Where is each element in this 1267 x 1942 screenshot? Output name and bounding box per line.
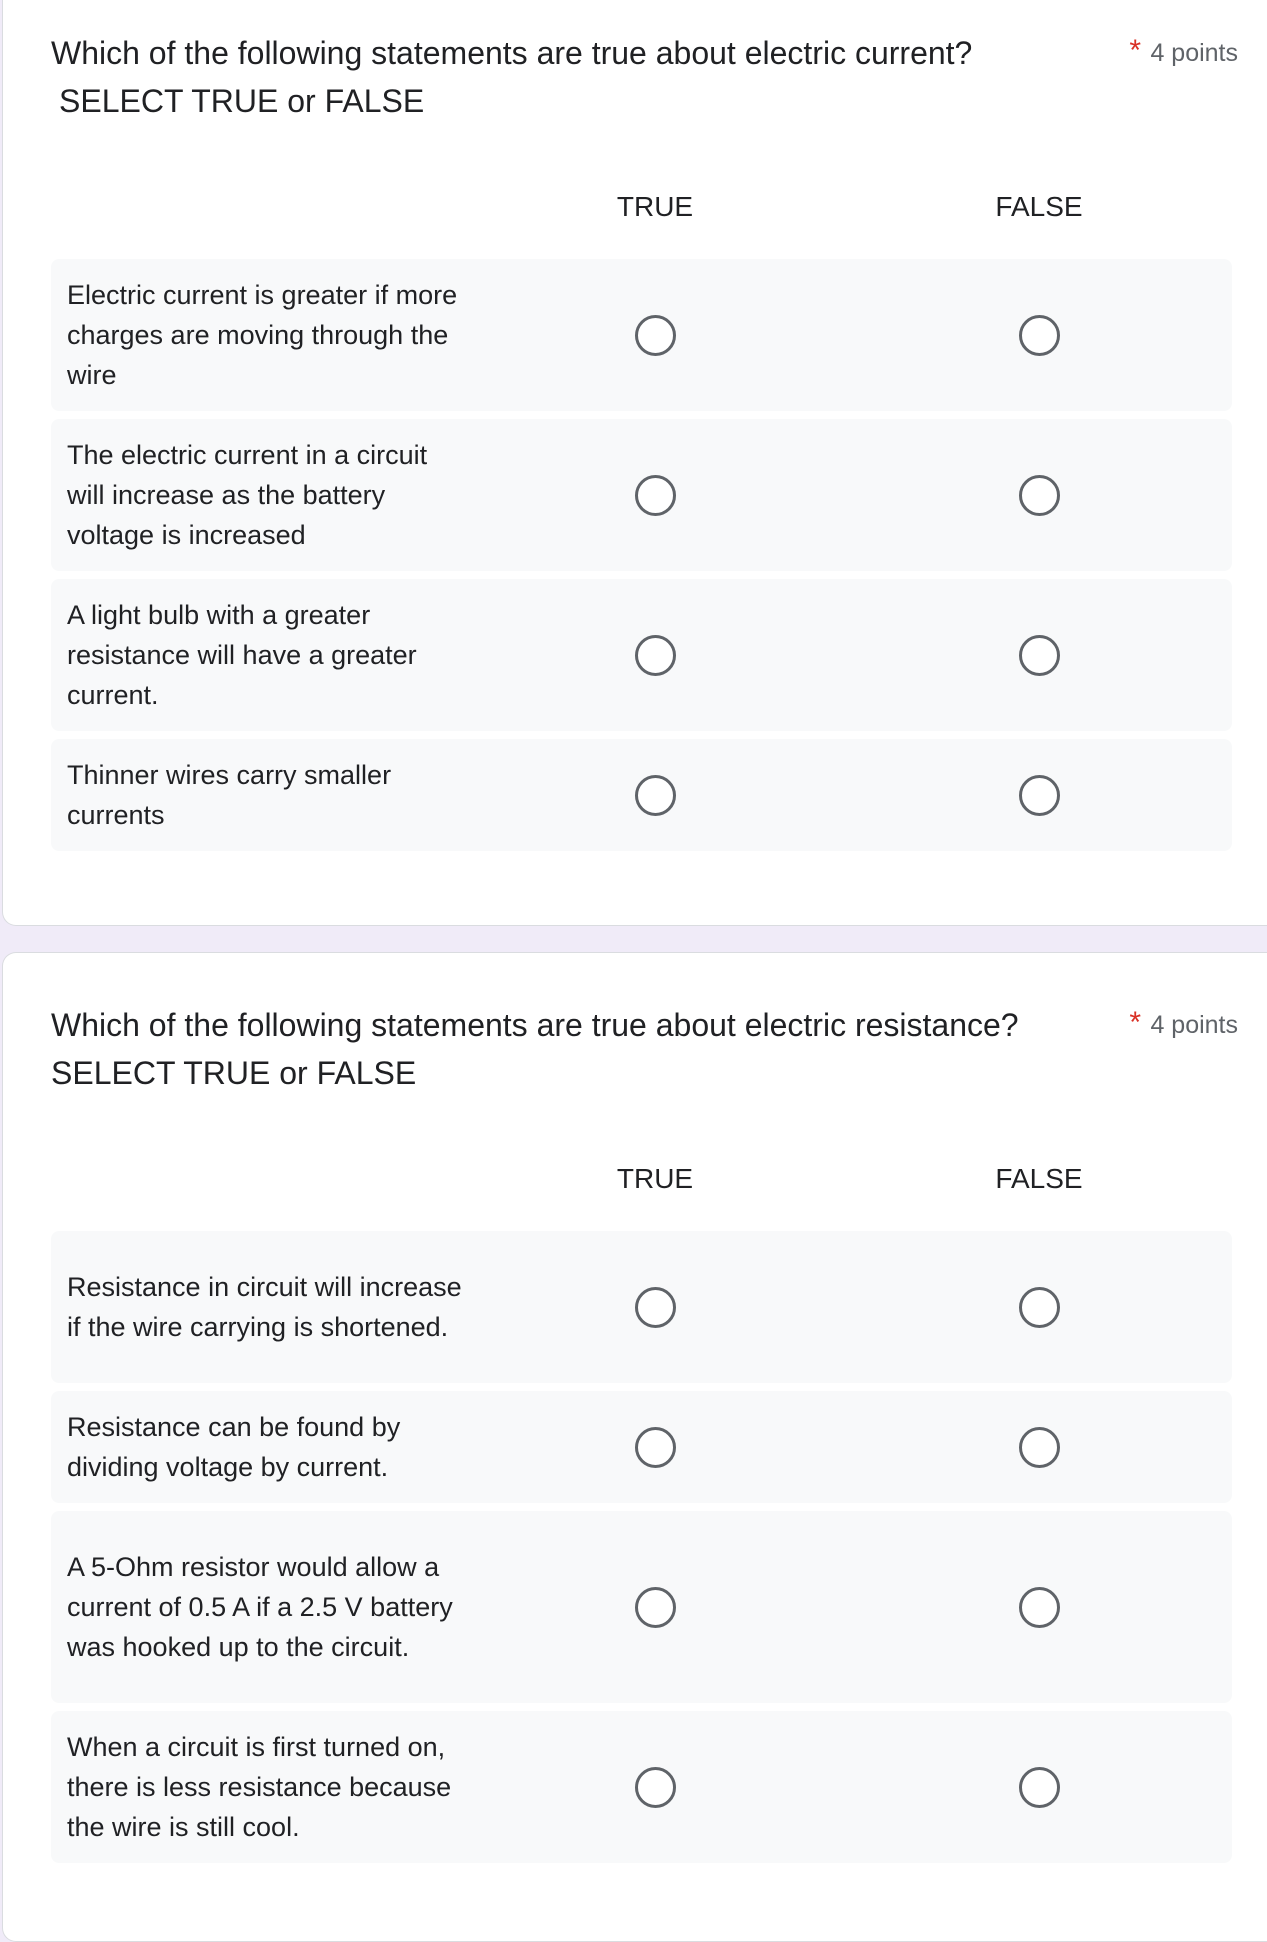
row-label: A 5-Ohm resistor would allow a current of 0.5 A if a 2.5 V battery was hooked up to the circuit.: [67, 1552, 453, 1662]
radio-true[interactable]: [635, 1767, 676, 1808]
grid-row: [51, 1391, 1232, 1503]
question-header: [51, 1005, 1267, 1093]
question-title: Which of the following statements are true about electric current?: [51, 35, 973, 71]
question-subtitle: SELECT TRUE or FALSE: [59, 83, 425, 119]
grid-row: [51, 259, 1232, 411]
radio-false[interactable]: [1019, 315, 1060, 356]
row-label: Electric current is greater if more charges are moving through the wire: [67, 280, 458, 390]
question-card-resistance: [2, 952, 1267, 1942]
grid-row: [51, 739, 1232, 851]
question-card-current: [2, 0, 1267, 926]
grid-column-headers: [3, 1159, 1267, 1199]
radio-true[interactable]: [635, 475, 676, 516]
row-label: The electric current in a circuit will increase as the battery voltage is increased: [67, 440, 428, 550]
radio-false[interactable]: [1019, 1587, 1060, 1628]
grid-row: [51, 1711, 1232, 1863]
radio-false[interactable]: [1019, 1767, 1060, 1808]
required-asterisk: *: [1129, 1006, 1141, 1039]
radio-true[interactable]: [635, 775, 676, 816]
question-header: [51, 33, 1267, 121]
radio-false[interactable]: [1019, 475, 1060, 516]
column-header-true: TRUE: [616, 191, 694, 222]
row-label: A light bulb with a greater resistance will have a greater current.: [67, 600, 417, 710]
question-subtitle: SELECT TRUE or FALSE: [51, 1055, 417, 1091]
radio-false[interactable]: [1019, 1427, 1060, 1468]
radio-true[interactable]: [635, 1587, 676, 1628]
grid-row: [51, 579, 1232, 731]
points-label: 4 points: [1150, 39, 1238, 67]
radio-false[interactable]: [1019, 635, 1060, 676]
radio-true[interactable]: [635, 635, 676, 676]
grid-column-headers: [3, 187, 1267, 227]
grid-row: [51, 1231, 1232, 1383]
required-asterisk: *: [1129, 34, 1141, 67]
row-label: Thinner wires carry smaller currents: [67, 760, 392, 830]
column-header-false: FALSE: [995, 1163, 1083, 1194]
question-title: Which of the following statements are true about electric resistance?: [51, 1007, 1019, 1043]
points-label: 4 points: [1150, 1011, 1238, 1039]
column-header-false: FALSE: [995, 191, 1083, 222]
column-header-true: TRUE: [616, 1163, 694, 1194]
grid-row: [51, 419, 1232, 571]
radio-false[interactable]: [1019, 775, 1060, 816]
row-label: Resistance in circuit will increase if the wire carrying is shortened.: [67, 1272, 462, 1342]
radio-true[interactable]: [635, 1427, 676, 1468]
row-label: When a circuit is first turned on, there is less resistance because the wire is still cool.: [67, 1732, 452, 1842]
row-label: Resistance can be found by dividing voltage by current.: [67, 1412, 401, 1482]
radio-false[interactable]: [1019, 1287, 1060, 1328]
grid-row: [51, 1511, 1232, 1703]
radio-true[interactable]: [635, 1287, 676, 1328]
radio-true[interactable]: [635, 315, 676, 356]
